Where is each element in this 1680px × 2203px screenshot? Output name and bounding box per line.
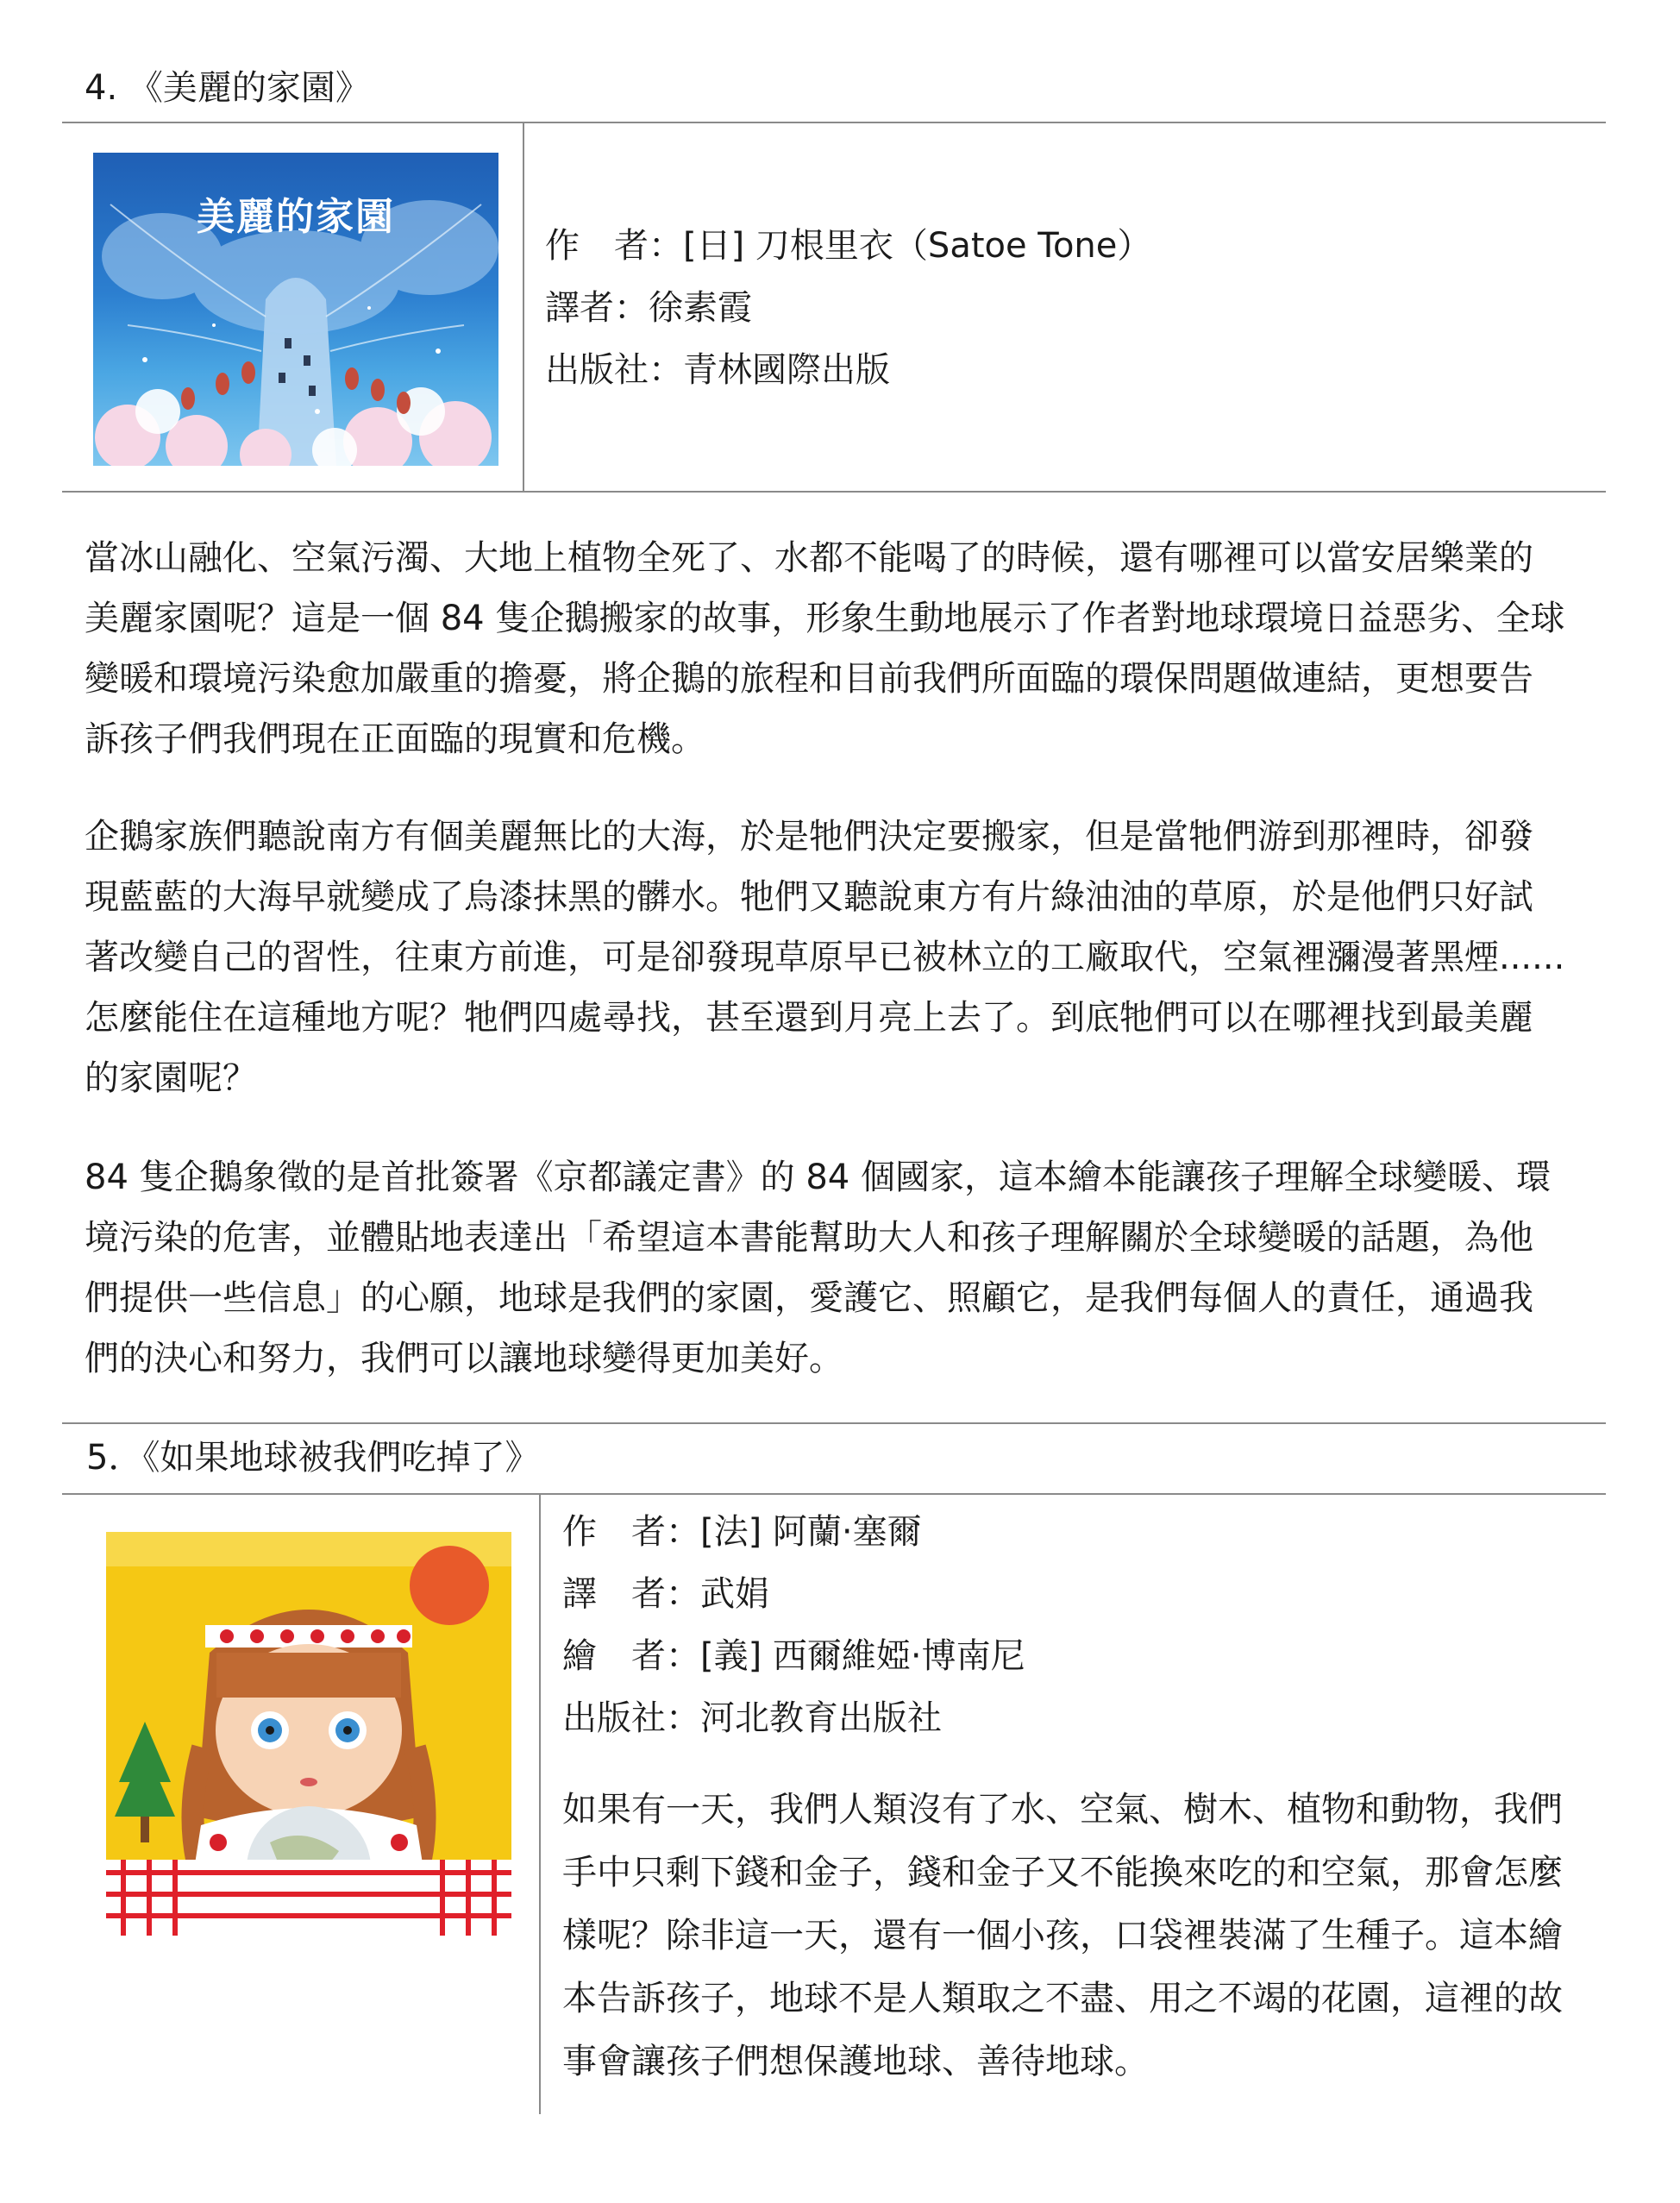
- table-bottom-rule: [62, 491, 1606, 493]
- table-column-divider: [523, 122, 524, 493]
- book-cover-if-we-ate-the-earth: [106, 1532, 511, 1936]
- section-5-heading: 5．《如果地球被我們吃掉了》: [86, 1438, 540, 1478]
- book-4-author: 作 者：[日] 刀根里衣（Satoe Tone）: [545, 226, 1152, 266]
- book-4-publisher: 出版社：青林國際出版: [545, 350, 890, 390]
- book-5-illustrator: 繪 者：[義] 西爾維婭·博南尼: [562, 1636, 1025, 1676]
- book-4-translator: 譯者：徐素霞: [545, 288, 752, 328]
- book-5-author: 作 者：[法] 阿蘭·塞爾: [562, 1512, 922, 1552]
- cover-illustration-2: [106, 1532, 511, 1936]
- table-2-top-rule: [62, 1422, 1606, 1424]
- book-5-description: 如果有一天，我們人類沒有了水、空氣、樹木、植物和動物，我們 手中只剩下錢和金子，錢和金子又不能換來吃的和空氣，那會怎麼 樣呢？除非這一天，還有一個小孩，口袋裡裝滿了生種子。這本繪 本告訴孩子，地球不是人類取之不盡、用之不竭的花園，這裡的故 事會讓孩子們想保護地球、善待地球。: [562, 1790, 1563, 2081]
- section-4-heading: 4. 《美麗的家園》: [85, 68, 370, 108]
- book-4-paragraph-2: 企鵝家族們聽說南方有個美麗無比的大海，於是牠們決定要搬家，但是當牠們游到那裡時，卻發 現藍藍的大海早就變成了烏漆抹黑的髒水。牠們又聽說東方有片綠油油的草原，於是他們只好試 著改變自己的習性，往東方前進，可是卻發現草原早已被林立的工廠取代，空氣裡瀰漫著黑煙...... 怎麼能住在這種地方呢？牠們四處尋找，甚至還到月亮上去了。到底牠們可以在哪裡找到最美麗 的家園呢？: [85, 817, 1565, 1098]
- table-2-column-divider: [539, 1493, 541, 2114]
- book-4-paragraph-1: 當冰山融化、空氣污濁、大地上植物全死了、水都不能喝了的時候，還有哪裡可以當安居樂業的 美麗家園呢？這是一個 84 隻企鵝搬家的故事，形象生動地展示了作者對地球環境日益惡劣、全球 變暖和環境污染愈加嚴重的擔憂，將企鵝的旅程和目前我們所面臨的環保問題做連結，更想要告 訴孩子們我們現在正面臨的現實和危機。: [85, 538, 1565, 759]
- book-5-metadata: [562, 1501, 1025, 1749]
- table-top-rule: [62, 122, 1606, 123]
- book-5-publisher: 出版社：河北教育出版社: [562, 1698, 942, 1738]
- book-4-paragraph-3: 84 隻企鵝象徵的是首批簽署《京都議定書》的 84 個國家，這本繪本能讓孩子理解全球變暖、環 境污染的危害，並體貼地表達出「希望這本書能幫助大人和孩子理解關於全球變暖的話題，為他 們提供一些信息」的心願，地球是我們的家園，愛護它、照顧它，是我們每個人的責任，通過我 們的決心和努力，我們可以讓地球變得更加美好。: [85, 1158, 1551, 1378]
- book-4-metadata: [545, 215, 1151, 401]
- cover-title: 美麗的家園: [197, 195, 395, 239]
- book-5-translator: 譯 者：武娟: [562, 1574, 769, 1614]
- book-cover-beautiful-home: [93, 153, 498, 466]
- table-2-header-rule: [62, 1493, 1606, 1495]
